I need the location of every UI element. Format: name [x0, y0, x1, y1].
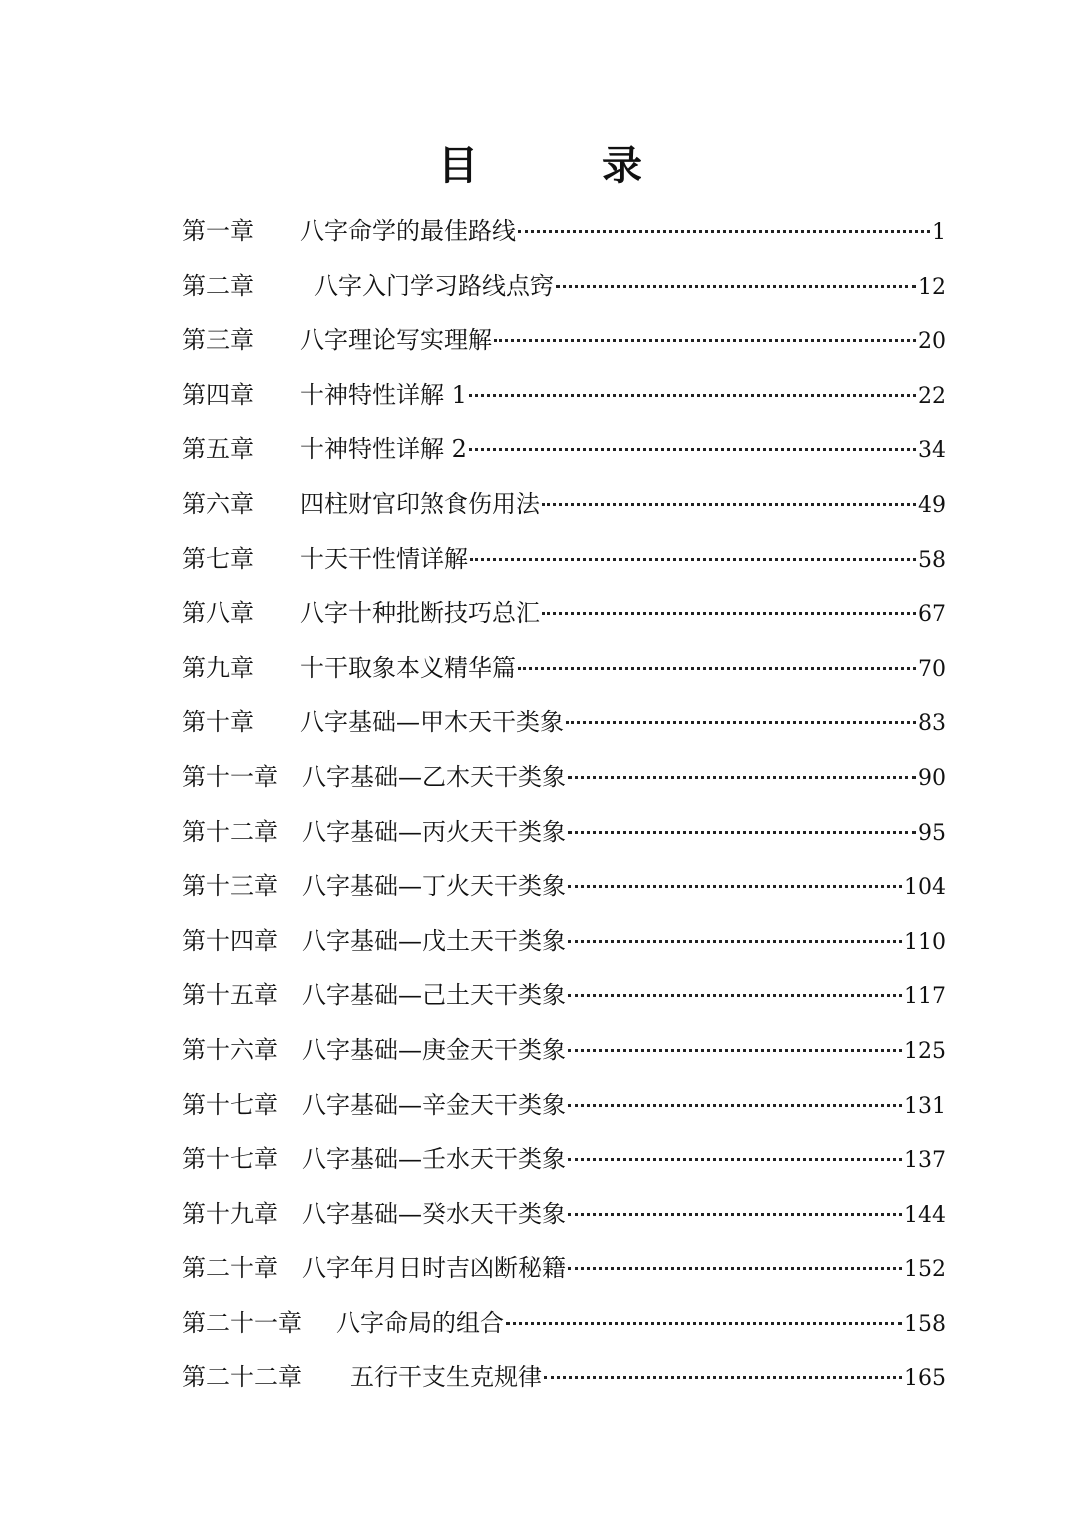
- chapter-title: 十神特性详解 2: [300, 435, 467, 464]
- chapter-title: 八字基础—丙火天干类象: [302, 817, 566, 846]
- chapter-title: 八字年月日时吉凶断秘籍: [302, 1254, 566, 1283]
- table-of-contents: [182, 204, 946, 1405]
- chapter-title: 八字基础—庚金天干类象: [302, 1035, 566, 1064]
- chapter-title: 八字命学的最佳路线: [300, 217, 516, 245]
- dot-leader: [518, 230, 930, 233]
- chapter-number: 第四章: [182, 380, 254, 409]
- dot-leader: [568, 885, 902, 888]
- toc-entry-11[interactable]: [182, 750, 946, 805]
- page-number: 83: [918, 711, 946, 737]
- chapter-title: 八字基础—己土天干类象: [302, 981, 566, 1010]
- page-number: 144: [904, 1202, 946, 1228]
- chapter-number: 第九章: [182, 653, 254, 682]
- chapter-number: 第七章: [182, 544, 254, 573]
- chapter-number: 第十一章: [182, 762, 278, 791]
- page-number: 137: [904, 1148, 946, 1174]
- chapter-number: 第十七章: [182, 1090, 278, 1119]
- chapter-number: 第十四章: [182, 926, 278, 955]
- toc-entry-4[interactable]: [182, 368, 946, 423]
- dot-leader: [544, 1376, 902, 1379]
- toc-entry-2[interactable]: [182, 259, 946, 314]
- page-number: 131: [904, 1093, 946, 1119]
- toc-entry-9[interactable]: [182, 641, 946, 696]
- toc-entry-12[interactable]: [182, 805, 946, 860]
- chapter-title: 十干取象本义精华篇: [300, 653, 516, 682]
- chapter-title: 八字基础—壬水天干类象: [302, 1145, 566, 1174]
- chapter-number: 第三章: [182, 326, 254, 355]
- toc-entry-20[interactable]: [182, 1241, 946, 1296]
- page-number: 22: [918, 383, 946, 409]
- dot-leader: [542, 503, 916, 506]
- chapter-number: 第十六章: [182, 1035, 278, 1064]
- dot-leader: [556, 285, 916, 288]
- chapter-title: 八字基础—戊土天干类象: [302, 926, 566, 955]
- toc-entry-18[interactable]: [182, 1132, 946, 1187]
- chapter-title: 八字基础—甲木天干类象: [300, 708, 564, 737]
- chapter-number: 第二章: [182, 271, 254, 300]
- chapter-number: 第十五章: [182, 981, 278, 1010]
- toc-entry-15[interactable]: [182, 968, 946, 1023]
- toc-entry-22[interactable]: [182, 1350, 946, 1405]
- toc-entry-10[interactable]: [182, 695, 946, 750]
- toc-entry-17[interactable]: [182, 1078, 946, 1133]
- page-title: 目 录: [438, 142, 684, 189]
- chapter-number: 第十章: [182, 708, 254, 737]
- chapter-number: 第十七章: [182, 1145, 278, 1174]
- dot-leader: [568, 1267, 902, 1270]
- dot-leader: [469, 448, 916, 451]
- chapter-title: 八字命局的组合: [336, 1308, 504, 1337]
- toc-entry-1[interactable]: [182, 204, 946, 259]
- chapter-title: 十天干性情详解: [300, 544, 468, 573]
- chapter-number: 第二十章: [182, 1254, 278, 1283]
- page-number: 110: [904, 929, 946, 955]
- dot-leader: [518, 667, 916, 670]
- toc-entry-13[interactable]: [182, 859, 946, 914]
- toc-entry-6[interactable]: [182, 477, 946, 532]
- chapter-title: 八字入门学习路线点窍: [314, 271, 554, 300]
- dot-leader: [568, 776, 916, 779]
- dot-leader: [494, 339, 916, 342]
- page-number: 34: [918, 438, 946, 464]
- dot-leader: [568, 1158, 902, 1161]
- page-number: 95: [918, 820, 946, 846]
- page-number: 158: [904, 1311, 946, 1337]
- chapter-title: 八字基础—乙木天干类象: [302, 762, 566, 791]
- toc-entry-8[interactable]: [182, 586, 946, 641]
- page-number: 1: [932, 220, 946, 245]
- dot-leader: [568, 1104, 902, 1107]
- page-number: 117: [904, 984, 946, 1010]
- chapter-title: 八字理论写实理解: [300, 326, 492, 355]
- toc-entry-7[interactable]: [182, 532, 946, 587]
- chapter-number: 第六章: [182, 489, 254, 518]
- chapter-title: 八字基础—丁火天干类象: [302, 872, 566, 901]
- chapter-title: 八字基础—癸水天干类象: [302, 1199, 566, 1228]
- toc-entry-5[interactable]: [182, 422, 946, 477]
- page-number: 67: [918, 602, 946, 628]
- page-number: 12: [918, 274, 946, 300]
- page-number: 20: [918, 329, 946, 355]
- chapter-number: 第十二章: [182, 817, 278, 846]
- chapter-title: 十神特性详解 1: [300, 380, 467, 409]
- dot-leader: [566, 721, 916, 724]
- chapter-number: 第十三章: [182, 872, 278, 901]
- dot-leader: [568, 831, 916, 834]
- page-number: 104: [904, 875, 946, 901]
- dot-leader: [568, 1049, 902, 1052]
- dot-leader: [469, 394, 916, 397]
- chapter-number: 第二十一章: [182, 1308, 302, 1337]
- chapter-number: 第十九章: [182, 1199, 278, 1228]
- toc-entry-16[interactable]: [182, 1023, 946, 1078]
- chapter-number: 第五章: [182, 435, 254, 464]
- chapter-title: 四柱财官印煞食伤用法: [300, 489, 540, 518]
- dot-leader: [542, 612, 916, 615]
- dot-leader: [568, 994, 902, 997]
- dot-leader: [506, 1322, 902, 1325]
- toc-entry-19[interactable]: [182, 1187, 946, 1242]
- toc-entry-21[interactable]: [182, 1296, 946, 1351]
- chapter-number: 第一章: [182, 217, 254, 245]
- page-number: 90: [918, 765, 946, 791]
- dot-leader: [470, 558, 916, 561]
- dot-leader: [568, 1213, 902, 1216]
- page-number: 125: [904, 1038, 946, 1064]
- chapter-number: 第八章: [182, 599, 254, 628]
- toc-entry-14[interactable]: [182, 914, 946, 969]
- page-number: 70: [918, 656, 946, 682]
- page-number: 152: [904, 1257, 946, 1283]
- page-number: 49: [918, 492, 946, 518]
- toc-entry-3[interactable]: [182, 313, 946, 368]
- chapter-number: 第二十二章: [182, 1363, 302, 1392]
- chapter-title: 八字十种批断技巧总汇: [300, 599, 540, 628]
- chapter-title: 五行干支生克规律: [350, 1363, 542, 1392]
- page-number: 165: [904, 1366, 946, 1392]
- page-number: 58: [918, 547, 946, 573]
- dot-leader: [568, 940, 902, 943]
- chapter-title: 八字基础—辛金天干类象: [302, 1090, 566, 1119]
